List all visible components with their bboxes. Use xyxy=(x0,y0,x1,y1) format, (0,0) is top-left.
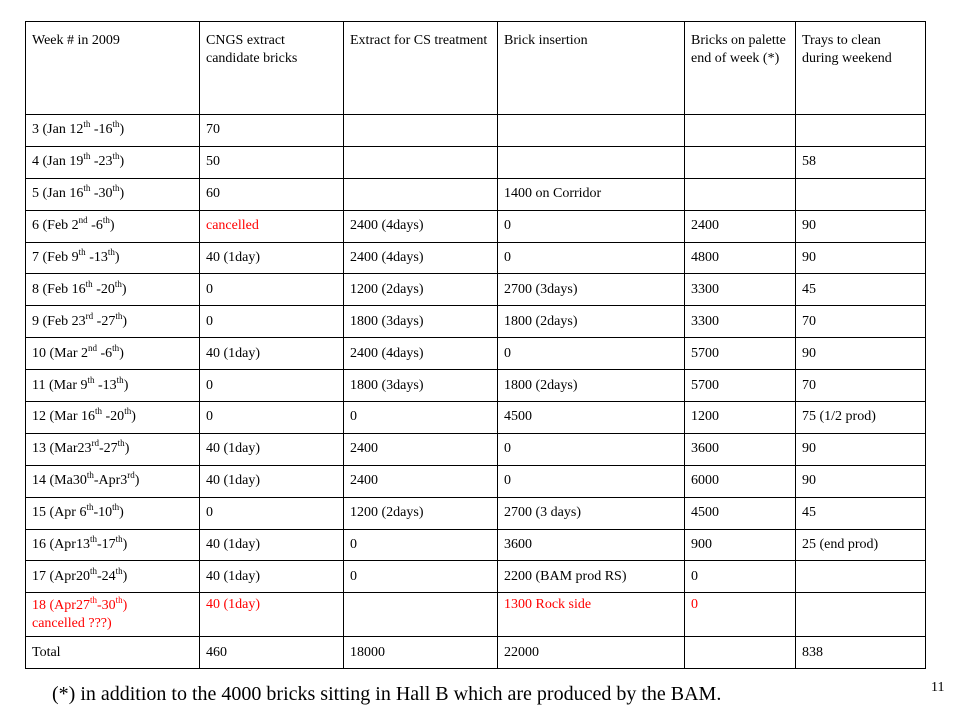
brick-insertion-cell: 3600 xyxy=(498,529,685,561)
week-cell: 12 (Mar 16th -20th) xyxy=(26,402,200,434)
table-row xyxy=(26,306,926,338)
week-label-part: Jan 12 xyxy=(47,122,84,138)
week-label-part: 16 xyxy=(32,537,46,553)
table-row xyxy=(26,402,926,434)
week-label-part: Jan 16 xyxy=(47,186,84,202)
brick-insertion-cell xyxy=(498,115,685,147)
ordinal-suffix: th xyxy=(95,406,103,417)
total-brick-insertion: 22000 xyxy=(498,637,685,669)
bricks-on-palette-cell: 900 xyxy=(685,529,796,561)
week-label-part: 17 xyxy=(32,568,46,584)
bricks-on-palette-cell xyxy=(685,178,796,210)
cngs-extract-cell: 40 (1day) xyxy=(200,242,344,274)
brick-insertion-cell: 1800 (2days) xyxy=(498,370,685,402)
week-label-part: Ma30 xyxy=(54,473,87,489)
ordinal-suffix: rd xyxy=(91,438,99,449)
week-label-part: -Apr3 xyxy=(93,473,128,489)
bricks-on-palette-cell: 0 xyxy=(685,561,796,593)
cngs-extract-cell: 0 xyxy=(200,402,344,434)
ordinal-suffix: th xyxy=(115,594,123,605)
total-cs-treatment: 18000 xyxy=(344,637,498,669)
bricks-on-palette-cell: 4500 xyxy=(685,497,796,529)
week-label-part: 8 xyxy=(32,281,39,297)
bricks-on-palette-cell: 3600 xyxy=(685,433,796,465)
cngs-extract-cell: 40 (1day) xyxy=(200,465,344,497)
week-cell: 9 (Feb 23rd -27th) xyxy=(26,306,200,338)
cs-treatment-cell xyxy=(344,115,498,147)
trays-to-clean-cell xyxy=(796,561,926,593)
footnote: (*) in addition to the 4000 bricks sitting in Hall B which are produced by the BAM. xyxy=(52,683,722,705)
trays-to-clean-cell: 90 xyxy=(796,433,926,465)
ordinal-suffix: th xyxy=(86,502,94,513)
ordinal-suffix: th xyxy=(115,534,123,545)
week-cell: 10 (Mar 2nd -6th) xyxy=(26,338,200,370)
week-label-part: ) xyxy=(124,441,130,457)
schedule-table xyxy=(25,21,926,669)
brick-insertion-cell: 0 xyxy=(498,465,685,497)
week-label-part: ) xyxy=(131,409,136,425)
ordinal-suffix: th xyxy=(89,594,97,605)
cngs-extract-cell: 40 (1day) xyxy=(200,338,344,370)
cs-treatment-cell: 2400 (4days) xyxy=(344,242,498,274)
header-cs-treatment: Extract for CS treatment xyxy=(344,22,498,115)
ordinal-suffix: th xyxy=(114,278,122,289)
cs-treatment-cell: 1200 (2days) xyxy=(344,497,498,529)
bricks-on-palette-cell: 0 xyxy=(685,593,796,637)
week-label-part: Mar23 xyxy=(54,441,92,457)
week-label-part: -27 xyxy=(99,441,118,457)
week-label-part: 9 xyxy=(32,313,39,329)
table-row xyxy=(26,497,926,529)
ordinal-suffix: th xyxy=(83,119,91,130)
week-cell: 13 (Mar23rd-27th) xyxy=(26,433,200,465)
ordinal-suffix: rd xyxy=(85,310,94,321)
cs-treatment-cell xyxy=(344,593,498,637)
week-label-part: Feb 2 xyxy=(47,218,79,234)
bricks-on-palette-cell: 6000 xyxy=(685,465,796,497)
brick-insertion-cell: 2700 (3 days) xyxy=(498,497,685,529)
header-week: Week # in 2009 xyxy=(26,22,200,115)
cngs-extract-cell: 70 xyxy=(200,115,344,147)
week-cell: 18 (Apr27th-30th) cancelled ???) xyxy=(26,593,200,637)
week-label-part: -20 xyxy=(102,409,125,425)
week-label-part: -10 xyxy=(93,505,113,521)
ordinal-suffix: th xyxy=(112,502,120,513)
week-label-part: ) xyxy=(119,186,125,202)
week-label-part: 10 xyxy=(32,345,46,361)
week-label-part: 4 xyxy=(32,154,39,170)
bricks-on-palette-cell xyxy=(685,115,796,147)
total-trays-to-clean: 838 xyxy=(796,637,926,669)
trays-to-clean-cell: 90 xyxy=(796,242,926,274)
week-label-part: ) xyxy=(119,345,124,361)
cs-treatment-cell xyxy=(344,178,498,210)
week-label-part: 13 xyxy=(32,441,46,457)
trays-to-clean-cell: 90 xyxy=(796,338,926,370)
cngs-extract-cell: 40 (1day) xyxy=(200,529,344,561)
bricks-on-palette-cell xyxy=(685,146,796,178)
cngs-extract-cell: 0 xyxy=(200,274,344,306)
week-label-part: ) xyxy=(122,568,128,584)
ordinal-suffix: th xyxy=(83,151,91,162)
week-label-part: -13 xyxy=(85,250,108,265)
cs-treatment-cell: 2400 xyxy=(344,465,498,497)
total-label: Total xyxy=(26,637,200,669)
week-label-part: ) xyxy=(123,377,129,393)
brick-insertion-cell: 2700 (3days) xyxy=(498,274,685,306)
week-label-part: ) xyxy=(134,473,140,489)
ordinal-suffix: th xyxy=(78,247,86,257)
week-label-part: ) xyxy=(114,250,120,265)
week-label-part: ) xyxy=(122,537,128,553)
week-label-part: 15 xyxy=(32,505,46,521)
brick-insertion-cell: 1400 on Corridor xyxy=(498,178,685,210)
brick-insertion-cell: 4500 xyxy=(498,402,685,434)
week-label-part: -13 xyxy=(94,377,117,393)
cs-treatment-cell: 0 xyxy=(344,561,498,593)
brick-insertion-cell: 2200 (BAM prod RS) xyxy=(498,561,685,593)
ordinal-suffix: th xyxy=(89,565,97,576)
ordinal-suffix: th xyxy=(102,215,110,226)
table-row xyxy=(26,115,926,147)
week-label-part: Mar 2 xyxy=(54,345,88,361)
ordinal-suffix: nd xyxy=(88,342,97,353)
week-cell: 15 (Apr 6th-10th) xyxy=(26,497,200,529)
cs-treatment-cell: 1800 (3days) xyxy=(344,306,498,338)
bricks-on-palette-cell: 3300 xyxy=(685,306,796,338)
cngs-extract-cell: cancelled xyxy=(200,210,344,242)
brick-insertion-cell: 0 xyxy=(498,242,685,274)
cs-treatment-cell: 2400 xyxy=(344,433,498,465)
cngs-extract-cell: 60 xyxy=(200,178,344,210)
week-label-part: -30 xyxy=(96,597,116,613)
week-cell: 6 (Feb 2nd -6th) xyxy=(26,210,200,242)
table-row xyxy=(26,274,926,306)
week-label-part: Apr27 xyxy=(54,597,90,613)
brick-insertion-cell xyxy=(498,146,685,178)
week-label-part: 11 xyxy=(32,377,46,393)
week-label-part: Apr 6 xyxy=(54,505,87,521)
week-label-part: Apr20 xyxy=(54,568,90,584)
cngs-extract-cell: 0 xyxy=(200,370,344,402)
trays-to-clean-cell: 25 (end prod) xyxy=(796,529,926,561)
week-label-part: ) xyxy=(119,122,125,138)
total-bricks-on-palette xyxy=(685,637,796,669)
trays-to-clean-cell: 45 xyxy=(796,274,926,306)
ordinal-suffix: th xyxy=(115,565,123,576)
trays-to-clean-cell xyxy=(796,115,926,147)
week-label-part: -6 xyxy=(87,218,103,234)
week-cell: 14 (Ma30th-Apr3rd) xyxy=(26,465,200,497)
table-row xyxy=(26,529,926,561)
cs-treatment-cell xyxy=(344,146,498,178)
week-label-part: -24 xyxy=(96,568,116,584)
trays-to-clean-cell xyxy=(796,178,926,210)
trays-to-clean-cell: 58 xyxy=(796,146,926,178)
week-label-part: 6 xyxy=(32,218,39,234)
ordinal-suffix: th xyxy=(116,374,124,385)
cs-treatment-cell: 0 xyxy=(344,529,498,561)
cs-treatment-cell: 0 xyxy=(344,402,498,434)
brick-insertion-cell: 1800 (2days) xyxy=(498,306,685,338)
week-label-part: 5 xyxy=(32,186,39,202)
header-bricks-on-palette: Bricks on palette end of week (*) xyxy=(685,22,796,115)
week-label-part: 7 xyxy=(32,250,39,265)
table-row xyxy=(26,210,926,242)
week-label-part: Feb 16 xyxy=(47,281,86,297)
table-row xyxy=(26,178,926,210)
ordinal-suffix: th xyxy=(115,310,123,321)
week-label-part: Jan 19 xyxy=(47,154,84,170)
week-label-part: Feb 9 xyxy=(47,250,79,265)
week-label-part: 14 xyxy=(32,473,46,489)
week-label-part: ) xyxy=(121,281,127,297)
table-row xyxy=(26,338,926,370)
trays-to-clean-cell: 90 xyxy=(796,465,926,497)
week-cell: 7 (Feb 9th -13th) xyxy=(26,242,200,274)
cngs-extract-cell: 0 xyxy=(200,497,344,529)
week-label-part: 3 xyxy=(32,122,39,138)
table-row xyxy=(26,465,926,497)
ordinal-suffix: th xyxy=(85,278,93,289)
brick-insertion-cell: 1300 Rock side xyxy=(498,593,685,637)
week-cell: 11 (Mar 9th -13th) xyxy=(26,370,200,402)
cs-treatment-cell: 2400 (4days) xyxy=(344,338,498,370)
ordinal-suffix: th xyxy=(112,183,120,194)
week-label-part: Mar 16 xyxy=(54,409,95,425)
ordinal-suffix: nd xyxy=(78,215,88,226)
bricks-on-palette-cell: 2400 xyxy=(685,210,796,242)
ordinal-suffix: th xyxy=(83,183,91,194)
ordinal-suffix: th xyxy=(86,470,94,481)
table-row xyxy=(26,370,926,402)
week-label-part: Mar 9 xyxy=(53,377,88,393)
table-row xyxy=(26,561,926,593)
week-cell: 17 (Apr20th-24th) xyxy=(26,561,200,593)
week-cell: 4 (Jan 19th -23th) xyxy=(26,146,200,178)
ordinal-suffix: rd xyxy=(127,470,135,481)
cs-treatment-cell: 1800 (3days) xyxy=(344,370,498,402)
bricks-on-palette-cell: 1200 xyxy=(685,402,796,434)
total-row xyxy=(26,637,926,669)
week-label-part: Apr13 xyxy=(54,537,90,553)
week-label-part: -20 xyxy=(92,281,115,297)
bricks-on-palette-cell: 5700 xyxy=(685,370,796,402)
week-label-part: ) xyxy=(122,313,128,329)
trays-to-clean-cell: 75 (1/2 prod) xyxy=(796,402,926,434)
trays-to-clean-cell: 70 xyxy=(796,306,926,338)
trays-to-clean-cell: 90 xyxy=(796,210,926,242)
trays-to-clean-cell xyxy=(796,593,926,637)
week-label-part: -30 xyxy=(90,186,113,202)
cngs-extract-cell: 40 (1day) xyxy=(200,433,344,465)
week-label-part: Feb 23 xyxy=(47,313,86,329)
trays-to-clean-cell: 70 xyxy=(796,370,926,402)
brick-insertion-cell: 0 xyxy=(498,210,685,242)
table-row xyxy=(26,146,926,178)
brick-insertion-cell: 0 xyxy=(498,433,685,465)
ordinal-suffix: th xyxy=(112,119,120,130)
table-row xyxy=(26,433,926,465)
total-cngs-extract: 460 xyxy=(200,637,344,669)
header-cngs-extract: CNGS extract candidate bricks xyxy=(200,22,344,115)
week-cell: 8 (Feb 16th -20th) xyxy=(26,274,200,306)
week-label-part: -27 xyxy=(93,313,116,329)
table-row-cancelled xyxy=(26,593,926,637)
header-brick-insertion: Brick insertion xyxy=(498,22,685,115)
bricks-on-palette-cell: 3300 xyxy=(685,274,796,306)
ordinal-suffix: th xyxy=(112,151,120,162)
cs-treatment-cell: 2400 (4days) xyxy=(344,210,498,242)
ordinal-suffix: th xyxy=(107,247,115,257)
week-label-part: ) xyxy=(119,154,125,170)
week-label-part: -17 xyxy=(96,537,116,553)
ordinal-suffix: th xyxy=(117,438,125,449)
cngs-extract-cell: 40 (1day) xyxy=(200,561,344,593)
bricks-on-palette-cell: 4800 xyxy=(685,242,796,274)
header-row xyxy=(26,22,926,115)
week-note: cancelled ???) xyxy=(32,615,112,631)
week-label-part: -6 xyxy=(97,345,113,361)
week-label-part: ) xyxy=(119,505,124,521)
week-label-part: -16 xyxy=(90,122,113,138)
cngs-extract-cell: 40 (1day) xyxy=(200,593,344,637)
week-label-part: ) xyxy=(122,597,128,613)
bricks-on-palette-cell: 5700 xyxy=(685,338,796,370)
week-label-part: ) xyxy=(109,218,115,234)
cs-treatment-cell: 1200 (2days) xyxy=(344,274,498,306)
ordinal-suffix: th xyxy=(89,534,97,545)
week-cell: 16 (Apr13th-17th) xyxy=(26,529,200,561)
week-label-part: 12 xyxy=(32,409,46,425)
week-label-part: 18 xyxy=(32,597,46,613)
trays-to-clean-cell: 45 xyxy=(796,497,926,529)
brick-insertion-cell: 0 xyxy=(498,338,685,370)
cngs-extract-cell: 0 xyxy=(200,306,344,338)
header-trays-to-clean: Trays to clean during weekend xyxy=(796,22,926,115)
ordinal-suffix: th xyxy=(87,374,95,385)
page-number: 11 xyxy=(931,680,945,695)
table-row xyxy=(26,242,926,274)
ordinal-suffix: th xyxy=(112,342,120,353)
cngs-extract-cell: 50 xyxy=(200,146,344,178)
week-cell: 5 (Jan 16th -30th) xyxy=(26,178,200,210)
week-cell: 3 (Jan 12th -16th) xyxy=(26,115,200,147)
ordinal-suffix: th xyxy=(124,406,132,417)
week-label-part: -23 xyxy=(90,154,113,170)
